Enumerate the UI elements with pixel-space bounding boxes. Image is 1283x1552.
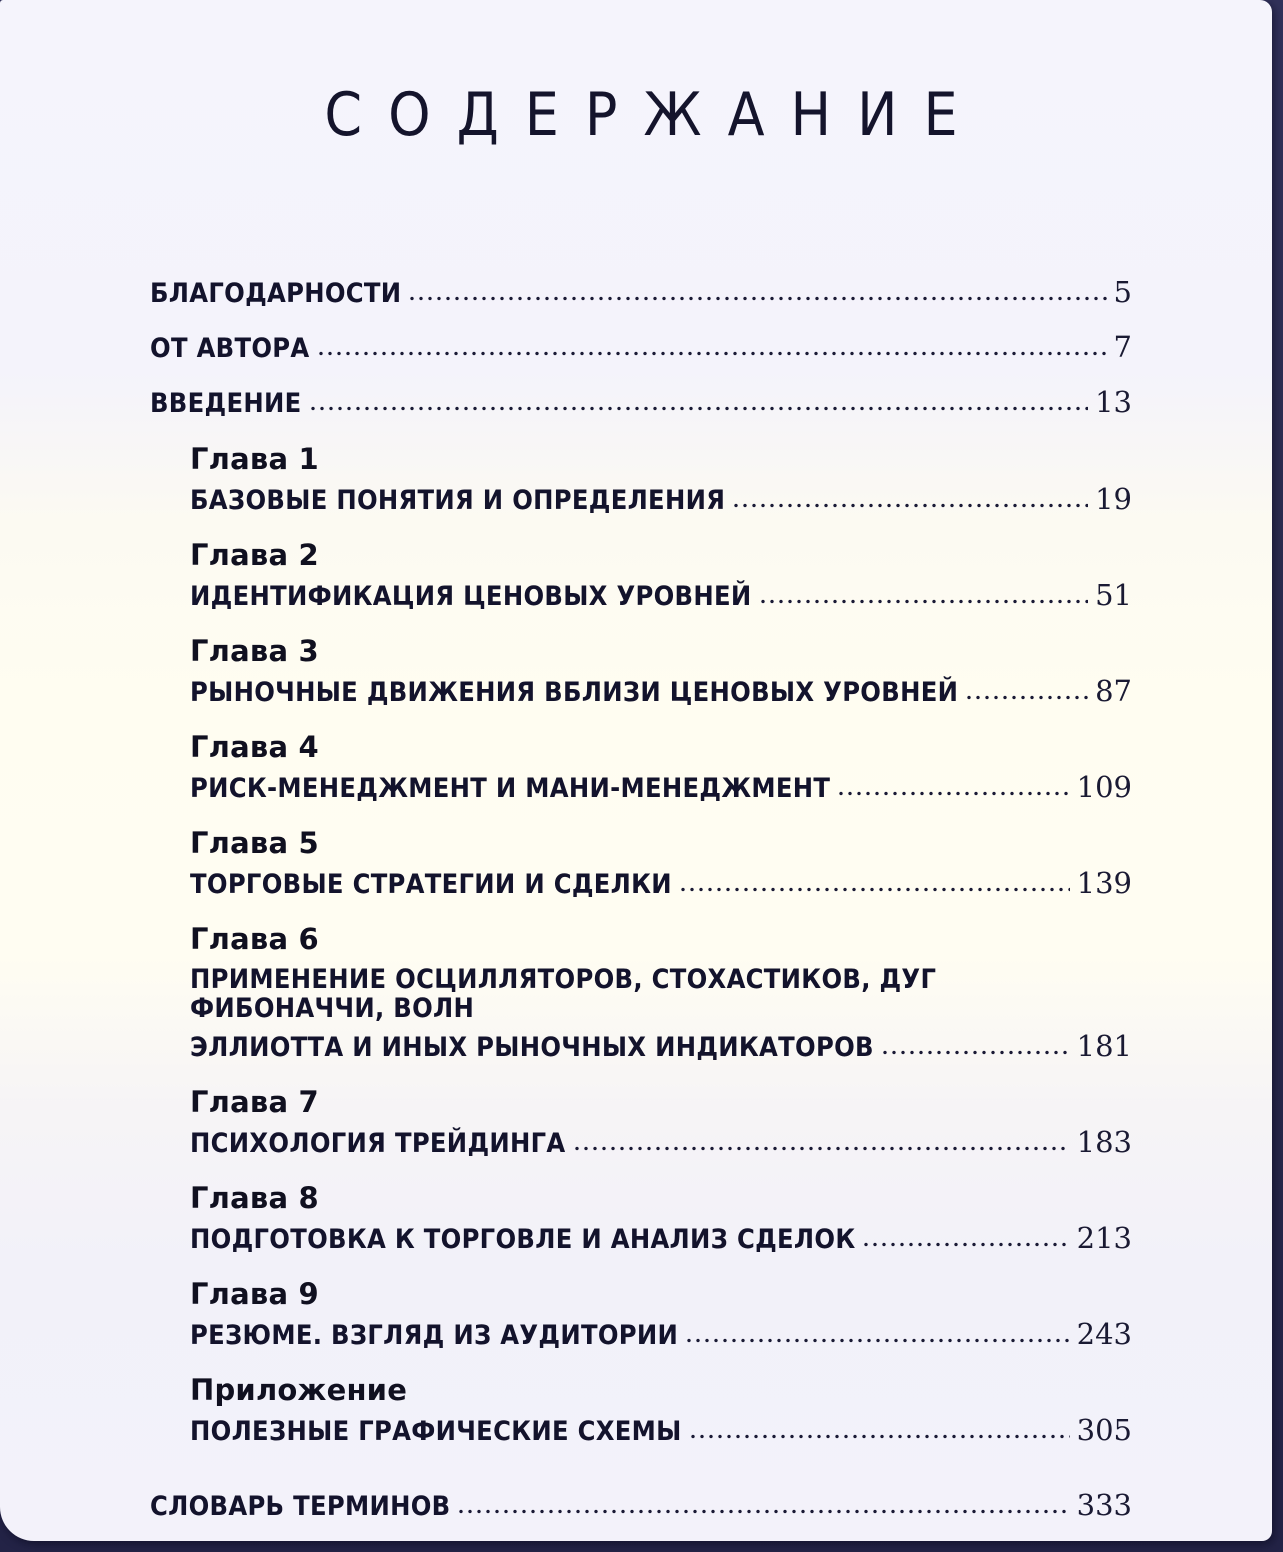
toc-row xyxy=(190,1029,1132,1063)
page-number: 243 xyxy=(1076,1317,1132,1351)
chapter-label: Приложение xyxy=(190,1373,408,1407)
chapter-item xyxy=(190,1278,1132,1350)
toc-row xyxy=(190,578,1132,612)
page-number: 87 xyxy=(1095,674,1132,708)
chapter-item xyxy=(190,923,1132,1062)
entry-title: ПОДГОТОВКА К ТОРГОВЛЕ И АНАЛИЗ СДЕЛОК xyxy=(190,1224,856,1255)
dot-leader xyxy=(864,1242,1069,1247)
chapter-title-line: ПРИМЕНЕНИЕ ОСЦИЛЛЯТОРОВ, СТОХАСТИКОВ, ДУГ ФИБОНАЧЧИ, ВОЛН xyxy=(190,964,937,1024)
dot-leader xyxy=(459,1509,1069,1514)
entry-title: ПОЛЕЗНЫЕ ГРАФИЧЕСКИЕ СХЕМЫ xyxy=(190,1416,682,1447)
chapter-item xyxy=(190,1374,1132,1446)
entry-title: РИСК-МЕНЕДЖМЕНТ И МАНИ-МЕНЕДЖМЕНТ xyxy=(190,773,831,804)
page-number: 183 xyxy=(1076,1125,1132,1159)
page-title: СОДЕРЖАНИЕ xyxy=(324,80,984,150)
toc-row xyxy=(190,866,1132,900)
toc-row xyxy=(190,482,1132,516)
chapter-item xyxy=(190,539,1132,611)
toc-row xyxy=(190,1413,1132,1447)
page-number: 51 xyxy=(1095,578,1132,612)
entry-title: ОТ АВТОРА xyxy=(150,333,310,364)
chapter-item xyxy=(190,443,1132,515)
chapter-item xyxy=(190,731,1132,803)
page-number: 13 xyxy=(1095,385,1132,419)
page-number: 109 xyxy=(1076,770,1132,804)
front-matter-list xyxy=(150,275,1132,419)
dot-leader xyxy=(410,296,1106,301)
chapter-label: Глава 6 xyxy=(190,922,319,956)
toc-row xyxy=(150,385,1132,419)
dot-leader xyxy=(883,1050,1070,1055)
chapter-label: Глава 8 xyxy=(190,1181,319,1215)
chapter-label: Глава 7 xyxy=(190,1085,319,1119)
back-matter-list xyxy=(150,1488,1132,1522)
chapter-item xyxy=(190,635,1132,707)
entry-title: СЛОВАРЬ ТЕРМИНОВ xyxy=(150,1491,451,1522)
toc-row xyxy=(190,674,1132,708)
entry-title: ИДЕНТИФИКАЦИЯ ЦЕНОВЫХ УРОВНЕЙ xyxy=(190,581,752,612)
entry-title: РЫНОЧНЫЕ ДВИЖЕНИЯ ВБЛИЗИ ЦЕНОВЫХ УРОВНЕЙ xyxy=(190,677,959,708)
chapter-item xyxy=(190,1086,1132,1158)
page-number: 213 xyxy=(1076,1221,1132,1255)
entry-title: РЕЗЮМЕ. ВЗГЛЯД ИЗ АУДИТОРИИ xyxy=(190,1320,679,1351)
page-number: 7 xyxy=(1113,330,1132,364)
dot-leader xyxy=(311,406,1089,411)
toc-row xyxy=(190,1125,1132,1159)
chapter-label: Глава 1 xyxy=(190,442,319,476)
chapter-label: Глава 4 xyxy=(190,730,319,764)
chapter-list xyxy=(150,443,1132,1446)
chapter-item xyxy=(190,1182,1132,1254)
page-number: 139 xyxy=(1076,866,1132,900)
entry-title: ЭЛЛИОТТА И ИНЫХ РЫНОЧНЫХ ИНДИКАТОРОВ xyxy=(190,1032,874,1063)
dot-leader xyxy=(839,791,1069,796)
toc-row xyxy=(150,275,1132,309)
page-number: 19 xyxy=(1095,482,1132,516)
toc-row xyxy=(190,1317,1132,1351)
toc-row xyxy=(150,1488,1132,1522)
toc-row xyxy=(190,770,1132,804)
dot-leader xyxy=(575,1146,1070,1151)
dot-leader xyxy=(319,351,1107,356)
chapter-label: Глава 2 xyxy=(190,538,319,572)
entry-title: БАЗОВЫЕ ПОНЯТИЯ И ОПРЕДЕЛЕНИЯ xyxy=(190,485,726,516)
chapter-label: Глава 9 xyxy=(190,1277,319,1311)
dot-leader xyxy=(691,1434,1070,1439)
entry-title: БЛАГОДАРНОСТИ xyxy=(150,278,402,309)
page-number: 181 xyxy=(1076,1029,1132,1063)
dot-leader xyxy=(681,887,1070,892)
page-number: 5 xyxy=(1113,275,1132,309)
chapter-label: Глава 3 xyxy=(190,634,319,668)
dot-leader xyxy=(687,1338,1069,1343)
toc-row xyxy=(190,1221,1132,1255)
entry-title: ПСИХОЛОГИЯ ТРЕЙДИНГА xyxy=(190,1128,566,1159)
dot-leader xyxy=(734,503,1088,508)
chapter-label: Глава 5 xyxy=(190,826,319,860)
dot-leader xyxy=(761,599,1089,604)
toc-row xyxy=(150,330,1132,364)
entry-title: ТОРГОВЫЕ СТРАТЕГИИ И СДЕЛКИ xyxy=(190,869,672,900)
page-number: 305 xyxy=(1076,1413,1132,1447)
dot-leader xyxy=(967,695,1088,700)
chapter-item xyxy=(190,827,1132,899)
entry-title: ВВЕДЕНИЕ xyxy=(150,388,302,419)
page-number: 333 xyxy=(1076,1488,1132,1522)
